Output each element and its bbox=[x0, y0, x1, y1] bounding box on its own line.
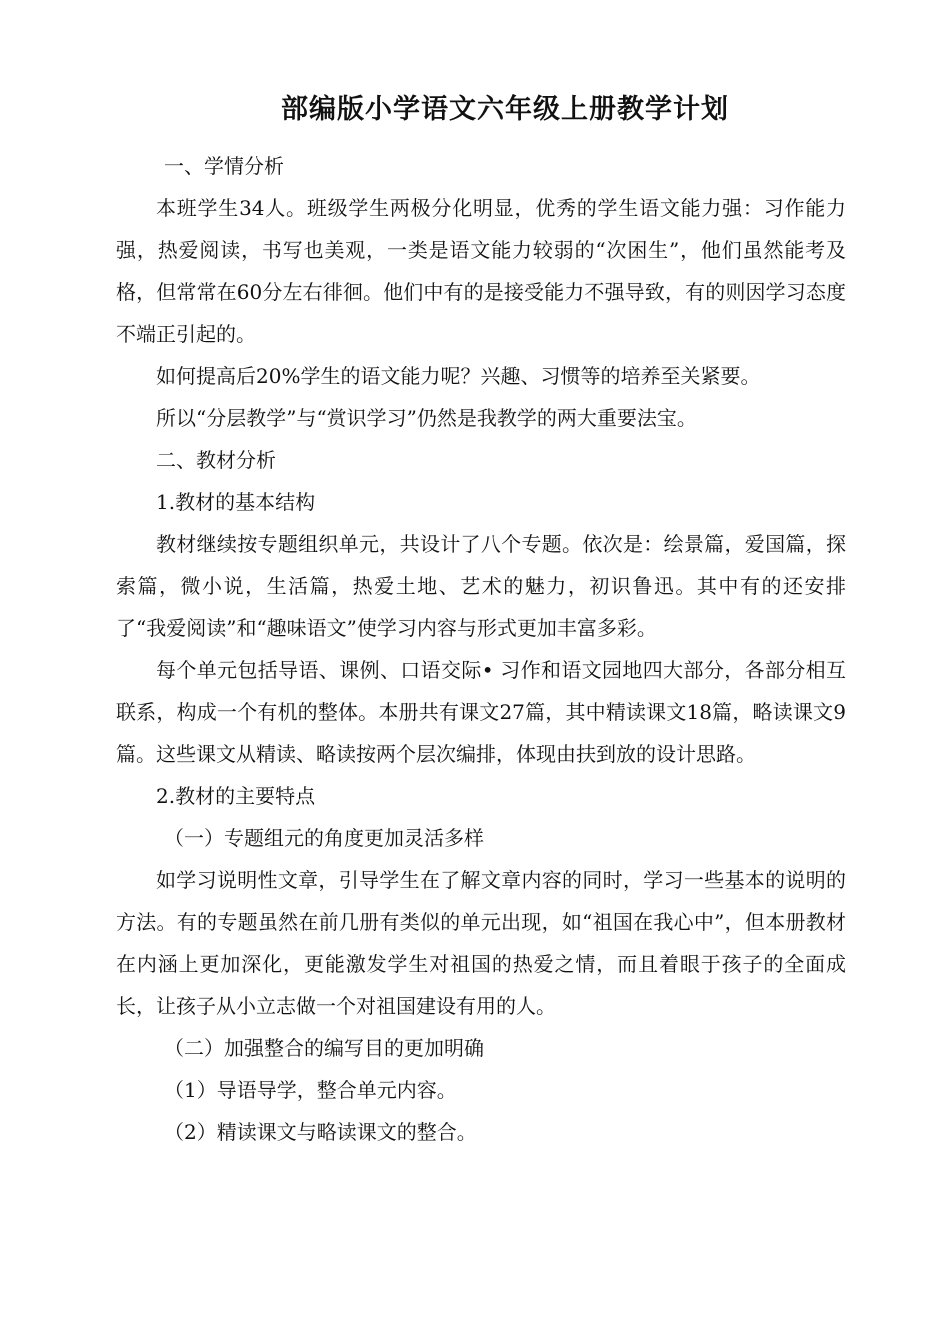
paragraph-teaching-methods: 所以“分层教学”与“赏识学习”仍然是我教学的两大重要法宝。 bbox=[156, 406, 697, 430]
list-item-reading-integration: （2）精读课文与略读课文的整合。 bbox=[164, 1120, 477, 1144]
section-heading-textbook-analysis: 二、教材分析 bbox=[156, 448, 276, 472]
section-heading-learning-analysis: 一、学情分析 bbox=[164, 154, 284, 178]
subheading-main-features: 2.教材的主要特点 bbox=[156, 784, 316, 808]
subheading-feature-two: （二）加强整合的编写目的更加明确 bbox=[164, 1036, 484, 1060]
paragraph-improvement-question: 如何提高后20%学生的语文能力呢？兴趣、习惯等的培养至关紧要。 bbox=[156, 364, 761, 388]
paragraph-class-overview: 本班学生34人。班级学生两极分化明显，优秀的学生语文能力强：习作能力强，热爱阅读，书写也美观，一类是语文能力较弱的“次困生”，他们虽然能考及格，但常常在60分左右徘徊。他们中有的是接受能力不强导致，有的则因学习态度不端正引起的。 bbox=[116, 196, 846, 346]
document-body bbox=[116, 145, 846, 1153]
paragraph-unit-topics: 教材继续按专题组织单元，共设计了八个专题。依次是：绘景篇，爱国篇，探索篇，微小说，生活篇，热爱土地、艺术的魅力，初识鲁迅。其中有的还安排了“我爱阅读”和“趣味语文”使学习内容与形式更加丰富多彩。 bbox=[116, 532, 846, 640]
subheading-feature-one: （一）专题组元的角度更加灵活多样 bbox=[164, 826, 484, 850]
paragraph-feature-one-detail: 如学习说明性文章，引导学生在了解文章内容的同时，学习一些基本的说明的方法。有的专题虽然在前几册有类似的单元出现，如“祖国在我心中”，但本册教材在内涵上更加深化，更能激发学生对祖国的热爱之情，而且着眼于孩子的全面成长，让孩子从小立志做一个对祖国建设有用的人。 bbox=[116, 868, 846, 1018]
document-title: 部编版小学语文六年级上册教学计划 bbox=[281, 94, 729, 125]
list-item-guide-learning: （1）导语导学，整合单元内容。 bbox=[164, 1078, 457, 1102]
subheading-basic-structure: 1.教材的基本结构 bbox=[156, 490, 316, 514]
paragraph-unit-components: 每个单元包括导语、课例、口语交际• 习作和语文园地四大部分，各部分相互联系，构成一个有机的整体。本册共有课文27篇，其中精读课文18篇，略读课文9篇。这些课文从精读、略读按两个层次编排，体现由扶到放的设计思路。 bbox=[116, 658, 846, 766]
